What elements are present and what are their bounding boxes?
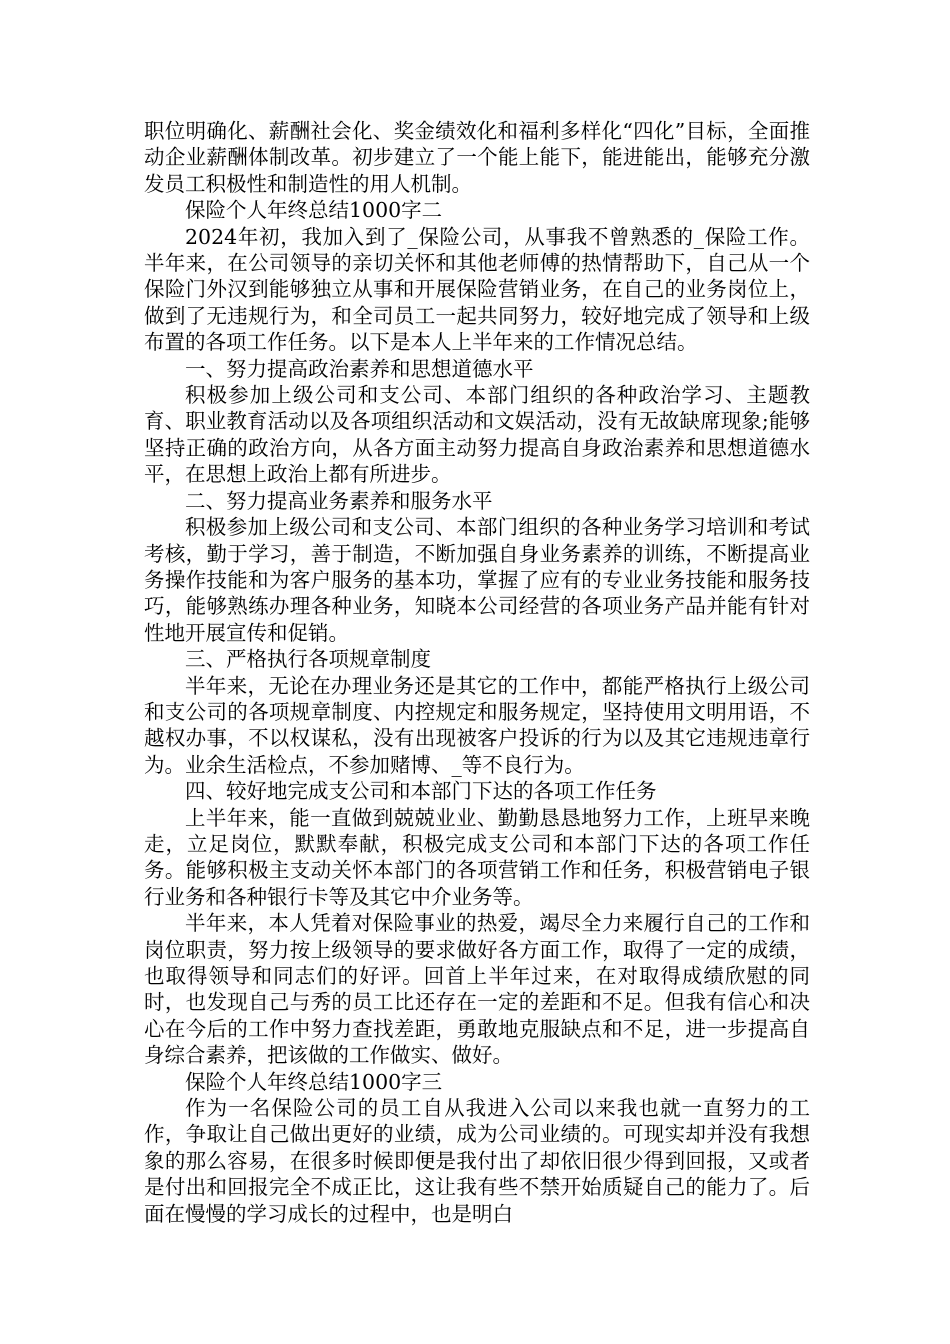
heading-political-literacy: 一、努力提高政治素养和思想道德水平 (185, 356, 534, 381)
paragraph-political-literacy: 积极参加上级公司和支公司、本部门组织的各种政治学习、主题教育、职业教育活动以及各项组织活动和文娱活动，没有无故缺席现象;能够坚持正确的政治方向，从各方面主动努力提高自身政治素养和思想道德水平，在思想上政治上都有所进步。 (144, 383, 810, 487)
paragraph-part-three-opening: 作为一名保险公司的员工自从我进入公司以来我也就一直努力的工作，争取让自己做出更好的业绩，成为公司业绩的。可现实却并没有我想象的那么容易，在很多时候即便是我付出了却依旧很少得到回报，又或者是付出和回报完全不成正比，这让我有些不禁开始质疑自己的能力了。后面在慢慢的学习成长的过程中，也是明白 (144, 1096, 810, 1226)
paragraph-tasks: 上半年来，能一直做到兢兢业业、勤勤恳恳地努力工作，上班早来晚走，立足岗位，默默奉献，积极完成支公司和本部门下达的各项工作任务。能够积极主支动关怀本部门的各项营销工作和任务，积极营销电子银行业务和各种银行卡等及其它中介业务等。 (144, 805, 810, 909)
paragraph-summary: 半年来，本人凭着对保险事业的热爱，竭尽全力来履行自己的工作和岗位职责，努力按上级领导的要求做好各方面工作，取得了一定的成绩，也取得领导和同志们的好评。回首上半年过来，在对取得成绩欣慰的同时，也发现自己与秀的员工比还存在一定的差距和不足。但我有信心和决心在今后的工作中努力查找差距，勇敢地克服缺点和不足，进一步提高自身综合素养，把该做的工作做实、做好。 (144, 911, 810, 1068)
paragraph-business-literacy: 积极参加上级公司和支公司、本部门组织的各种业务学习培训和考试考核，勤于学习，善于制造，不断加强自身业务素养的训练，不断提高业务操作技能和为客户服务的基本功，掌握了应有的专业业务技能和服务技巧，能够熟练办理各种业务，知晓本公司经营的各项业务产品并能有针对性地开展宣传和促销。 (144, 515, 810, 645)
paragraph-opening: 2024年初，我加入到了_保险公司，从事我不曾熟悉的_保险工作。半年来，在公司领导的亲切关怀和其他老师傅的热情帮助下，自己从一个保险门外汉到能够独立从事和开展保险营销业务，在自己的业务岗位上，做到了无违规行为，和全司员工一起共同努力，较好地完成了领导和上级布置的各项工作任务。以下是本人上半年来的工作情况总结。 (144, 224, 810, 355)
heading-business-literacy: 二、努力提高业务素养和服务水平 (185, 488, 493, 513)
heading-tasks: 四、较好地完成支公司和本部门下达的各项工作任务 (185, 779, 657, 804)
paragraph-intro-continuation: 职位明确化、薪酬社会化、奖金绩效化和福利多样化“四化”目标，全面推动企业薪酬体制改革。初步建立了一个能上能下，能进能出，能够充分激发员工积极性和制造性的用人机制。 (144, 119, 810, 196)
document-body (144, 118, 810, 1227)
paragraph-rules: 半年来，无论在办理业务还是其它的工作中，都能严格执行上级公司和支公司的各项规章制度、内控规定和服务规定，坚持使用文明用语，不越权办事，不以权谋私，没有出现被客户投诉的行为以及其它违规违章行为。业余生活检点，不参加赌博、_等不良行为。 (144, 673, 810, 777)
heading-rules: 三、严格执行各项规章制度 (185, 647, 431, 672)
section-title-part-three: 保险个人年终总结1000字三 (185, 1069, 443, 1094)
section-title-part-two: 保险个人年终总结1000字二 (185, 198, 443, 223)
